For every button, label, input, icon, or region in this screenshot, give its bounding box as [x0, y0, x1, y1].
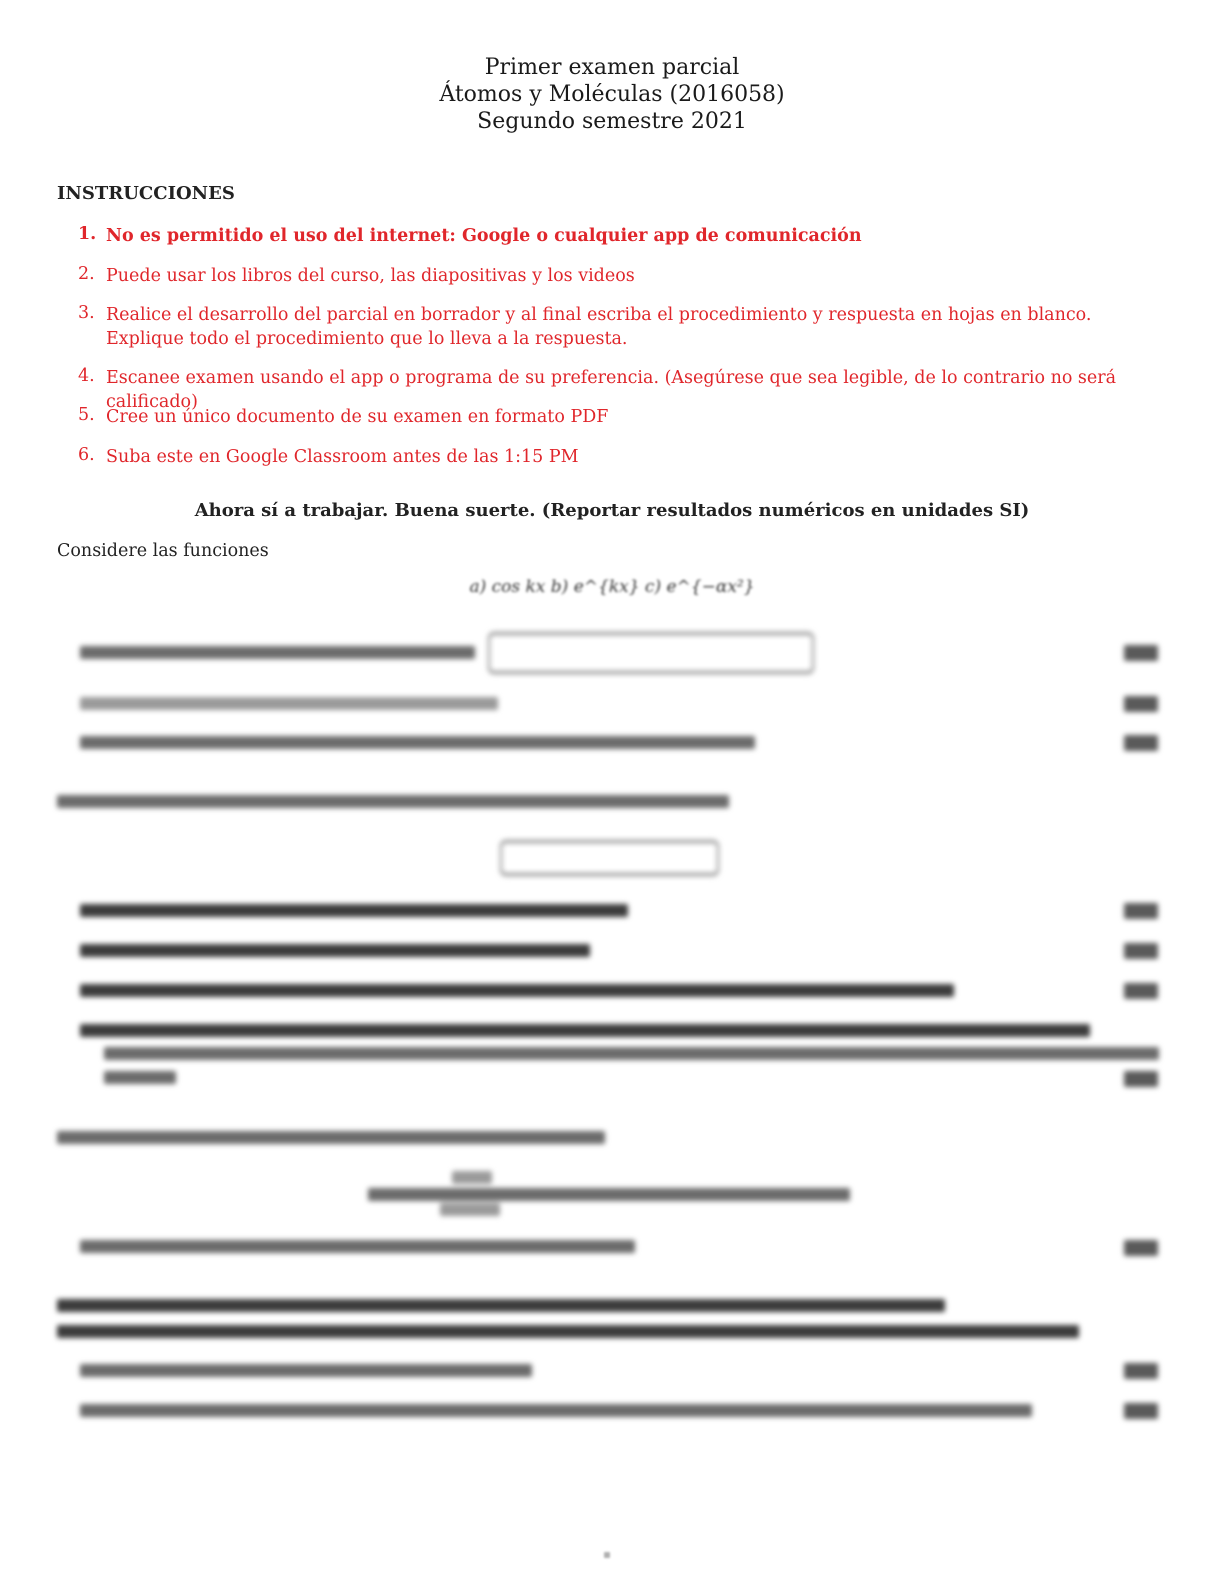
blurred-line — [80, 1240, 635, 1253]
instruction-number: 4. — [78, 366, 95, 386]
blurred-points — [1124, 903, 1158, 919]
page-number — [604, 1552, 610, 1558]
blurred-line — [80, 1024, 1090, 1037]
blurred-line — [80, 697, 498, 710]
instruction-text: Escanee examen usando el app o programa de su preferencia. (Asegúrese que sea legible, de lo contrario no será calificado) — [106, 368, 1117, 412]
semester: Segundo semestre 2021 — [477, 109, 747, 134]
blurred-points — [1124, 1403, 1158, 1419]
blurred-points — [1124, 943, 1158, 959]
blurred-line — [80, 1364, 532, 1377]
exam-title: Primer examen parcial — [484, 55, 740, 80]
blurred-line — [80, 736, 755, 749]
instruction-text: Puede usar los libros del curso, las diapositivas y los videos — [106, 266, 635, 286]
blurred-line — [80, 944, 590, 957]
instruction-text: No es permitido el uso del internet: Google o cualquier app de comunicación — [106, 226, 862, 246]
exam-title-block — [0, 54, 1224, 135]
blurred-line — [80, 984, 954, 997]
instruction-text: Cree un único documento de su examen en formato PDF — [106, 407, 609, 427]
blurred-line — [368, 1188, 850, 1201]
functions-formula: a) cos kx b) e^{kx} c) e^{−αx²} — [469, 577, 755, 597]
instruction-text: Realice el desarrollo del parcial en borrador y al final escriba el procedimiento y respuesta en hojas en blanco. Explique todo el procedimiento que lo lleva a la respuesta. — [106, 305, 1092, 349]
blurred-points — [1124, 735, 1158, 751]
instruction-number: 3. — [78, 303, 95, 323]
instruction-number: 2. — [78, 264, 95, 284]
instruction-text: Suba este en Google Classroom antes de las 1:15 PM — [106, 447, 579, 467]
blurred-equation — [500, 840, 719, 876]
blurred-line — [104, 1047, 1159, 1060]
blurred-line — [452, 1171, 492, 1184]
blurred-points — [1124, 1240, 1158, 1256]
blurred-line — [57, 1299, 945, 1312]
blurred-line — [80, 904, 628, 917]
instruction-number: 5. — [78, 405, 95, 425]
blurred-line — [104, 1071, 176, 1084]
blurred-line — [57, 1325, 1079, 1338]
blurred-points — [1124, 1363, 1158, 1379]
blurred-line — [57, 795, 729, 808]
blurred-line — [440, 1203, 500, 1216]
instruction-number: 6. — [78, 445, 95, 465]
blurred-points — [1124, 696, 1158, 712]
blurred-points — [1124, 1071, 1158, 1087]
blurred-equation — [488, 632, 814, 674]
blurred-points — [1124, 645, 1158, 661]
blurred-line — [57, 1131, 605, 1144]
course-name: Átomos y Moléculas (2016058) — [439, 82, 785, 107]
motivational-note: Ahora sí a trabajar. Buena suerte. (Reportar resultados numéricos en unidades SI) — [194, 500, 1030, 521]
instructions-heading: INSTRUCCIONES — [57, 183, 235, 204]
instruction-number: 1. — [78, 224, 97, 244]
blurred-line — [80, 1404, 1032, 1417]
blurred-line — [80, 646, 475, 659]
problem-intro: Considere las funciones — [57, 541, 269, 561]
blurred-points — [1124, 983, 1158, 999]
